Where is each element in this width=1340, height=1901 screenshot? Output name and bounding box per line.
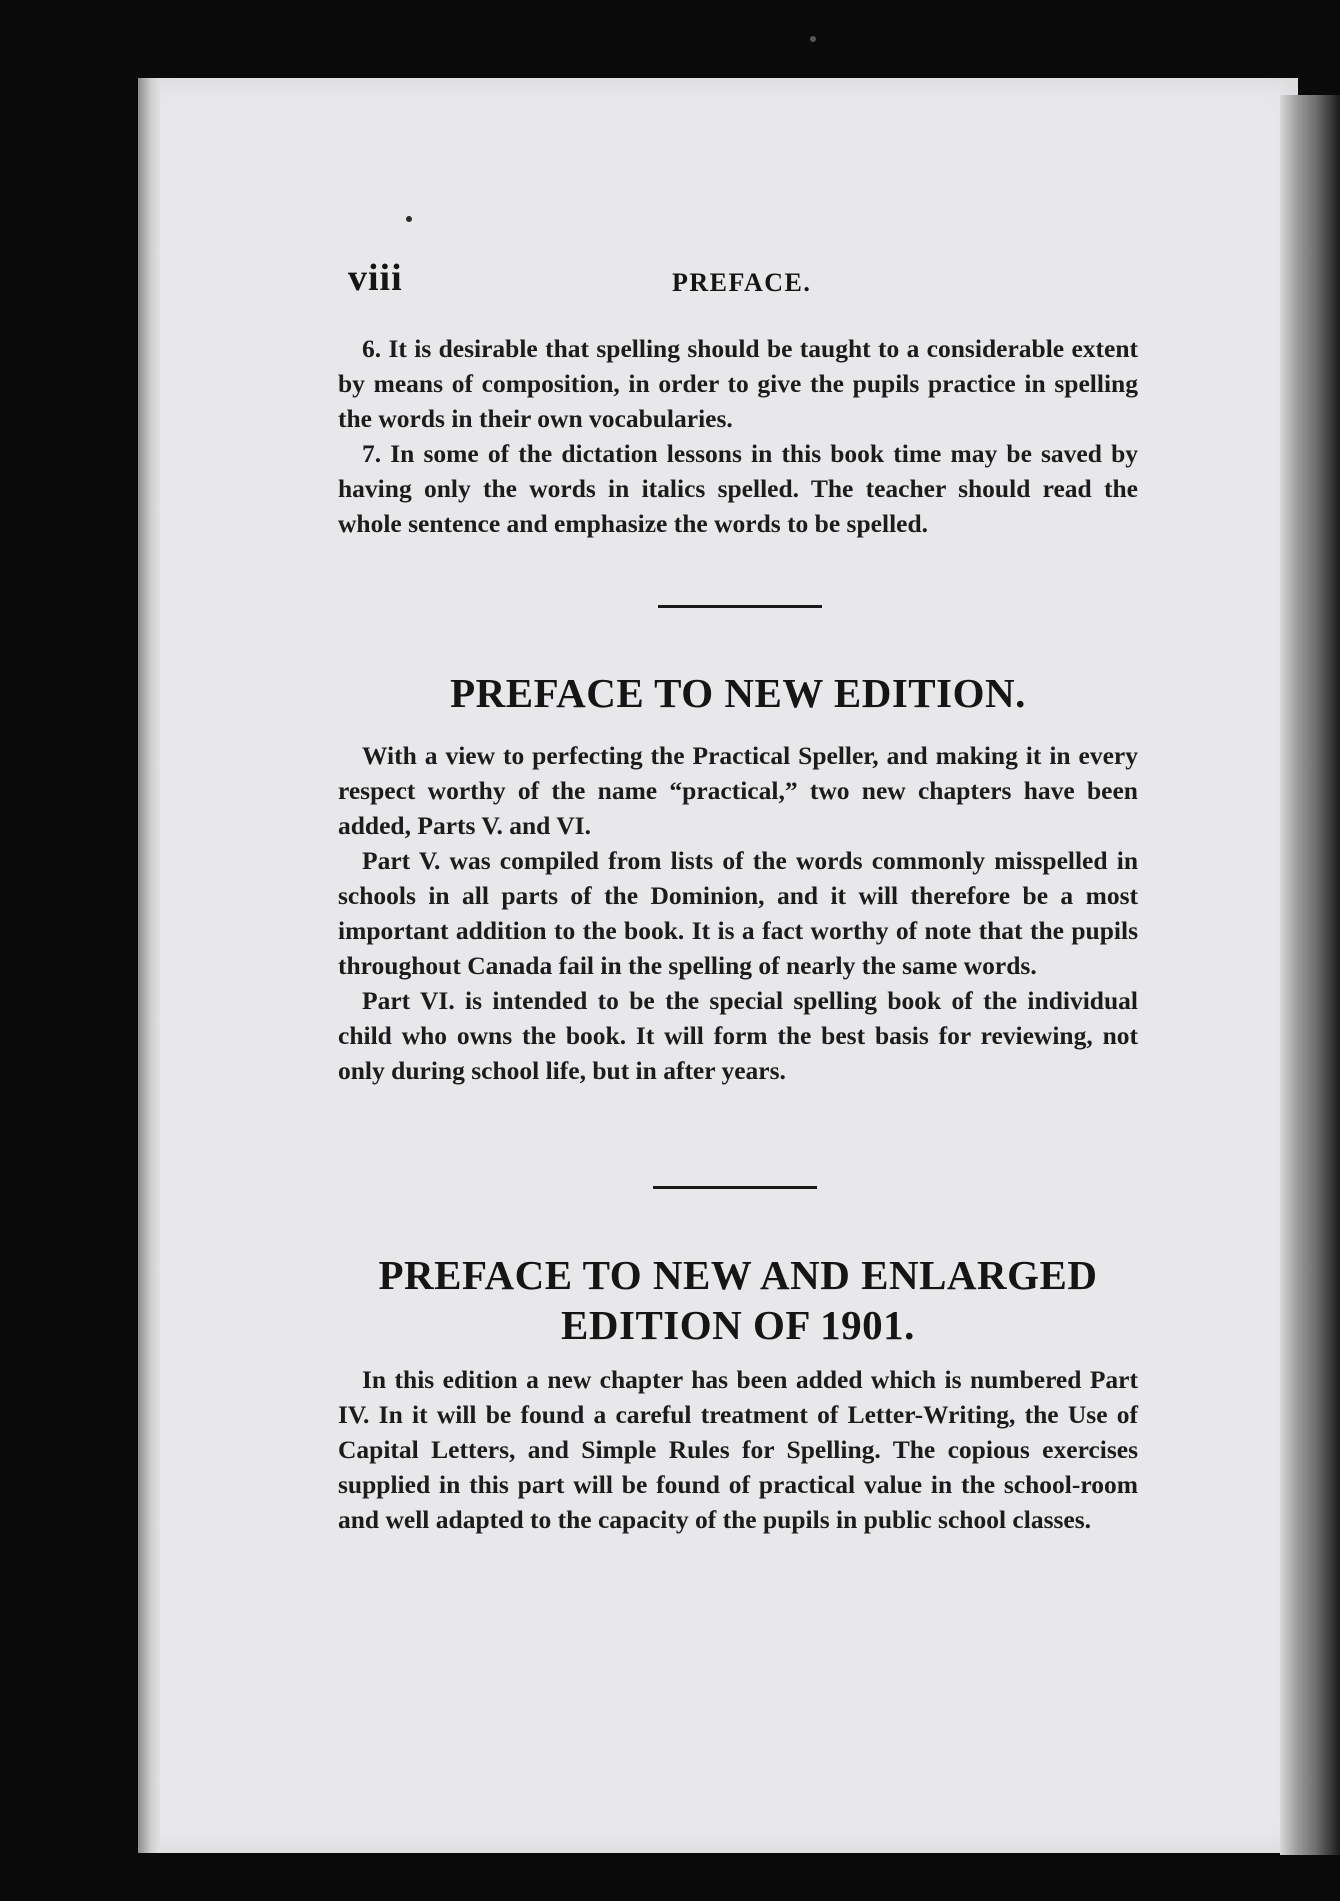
section-divider — [653, 1186, 817, 1189]
page-number: viii — [348, 257, 403, 299]
preface-section — [338, 331, 1138, 541]
enlarged-edition-section — [338, 1250, 1138, 1350]
paragraph: Part V. was compiled from lists of the words commonly misspelled in schools in all parts of the Dominion, and it will therefore be a most important addition to the book. It is a fact worthy of note that the pupils throughout Canada fail in the spelling of nearly the same words. — [338, 846, 1138, 980]
section-heading-line-2: EDITION OF 1901. — [561, 1302, 915, 1348]
section-heading-line-1: PREFACE TO NEW AND ENLARGED — [378, 1252, 1098, 1298]
new-edition-body — [338, 738, 1138, 1088]
page-left-edge — [138, 78, 160, 1853]
section-heading: PREFACE TO NEW EDITION. — [450, 670, 1026, 716]
page-right-edge — [1280, 95, 1340, 1855]
paragraph: 7. In some of the dictation lessons in this book time may be saved by having only the words in italics spelled. The teacher should read the whole sentence and emphasize the words to be spelled. — [338, 439, 1138, 538]
paragraph: Part VI. is intended to be the special spelling book of the individual child who owns the book. It will form the best basis for reviewing, not only during school life, but in after years. — [338, 986, 1138, 1085]
scan-speck — [810, 36, 816, 42]
page-header — [348, 256, 1138, 306]
paragraph: In this edition a new chapter has been added which is numbered Part IV. In it will be found a careful treatment of Letter-Writing, the Use of Capital Letters, and Simple Rules for Spelling. The copious exercises supplied in this part will be found of practical value in the school-room and well adapted to the capacity of the pupils in public school classes. — [338, 1365, 1138, 1534]
scan-speck — [406, 216, 412, 222]
section-divider — [658, 605, 822, 608]
paragraph: 6. It is desirable that spelling should be taught to a considerable extent by means of composition, in order to give the pupils practice in spelling the words in their own vocabularies. — [338, 334, 1138, 433]
running-title: PREFACE. — [672, 268, 812, 297]
new-edition-section — [338, 668, 1138, 718]
enlarged-edition-body — [338, 1362, 1138, 1537]
paragraph: With a view to perfecting the Practical Speller, and making it in every respect worthy of the name “practical,” two new chapters have been added, Parts V. and VI. — [338, 741, 1138, 840]
